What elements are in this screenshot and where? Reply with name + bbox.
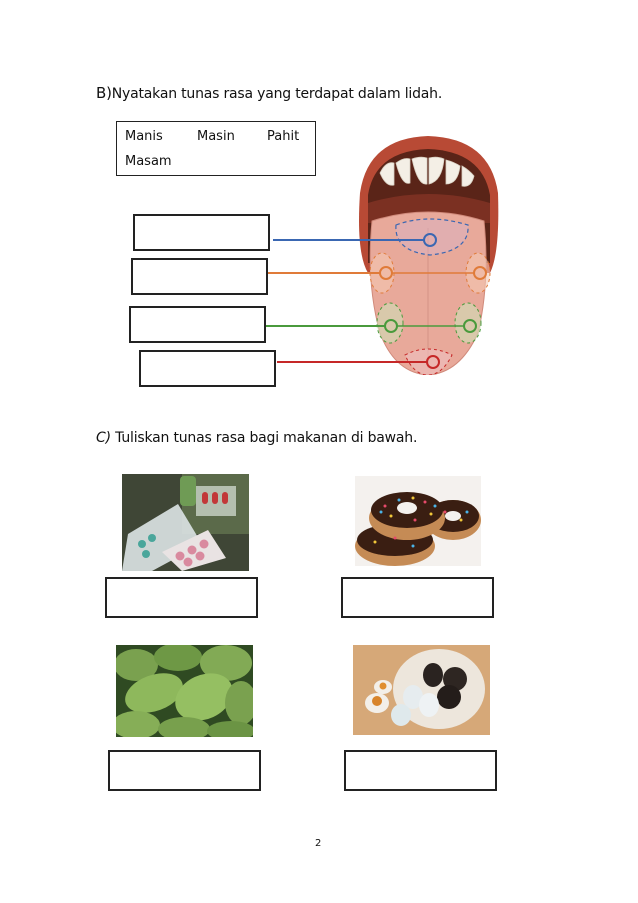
donuts-icon (355, 476, 481, 566)
answer-box-b1[interactable] (133, 214, 270, 251)
word-bank-item: Manis (125, 129, 163, 144)
word-bank-box (116, 121, 316, 176)
section-b-heading (96, 84, 442, 102)
answer-box-c4[interactable] (344, 750, 497, 791)
tongue-diagram-icon (350, 133, 505, 381)
section-c-label: C) (96, 430, 111, 446)
word-bank-item: Pahit (267, 129, 300, 144)
section-b-label: B) (96, 84, 112, 102)
answer-box-c1[interactable] (105, 577, 258, 618)
word-bank-item: Masam (125, 154, 172, 169)
answer-box-b3[interactable] (129, 306, 266, 343)
section-c-heading (96, 430, 417, 446)
page-number: 2 (315, 838, 322, 849)
answer-box-c2[interactable] (341, 577, 494, 618)
medicine-pills-icon (122, 474, 249, 571)
section-c-instruction: Tuliskan tunas rasa bagi makanan di bawah. (115, 430, 418, 446)
section-b-instruction: Nyatakan tunas rasa yang terdapat dalam lidah. (111, 86, 443, 102)
answer-box-c3[interactable] (108, 750, 261, 791)
salted-eggs-icon (353, 645, 490, 735)
answer-box-b4[interactable] (139, 350, 276, 387)
word-bank-item: Masin (197, 129, 235, 144)
answer-box-b2[interactable] (131, 258, 268, 295)
green-mangoes-icon (116, 645, 253, 737)
